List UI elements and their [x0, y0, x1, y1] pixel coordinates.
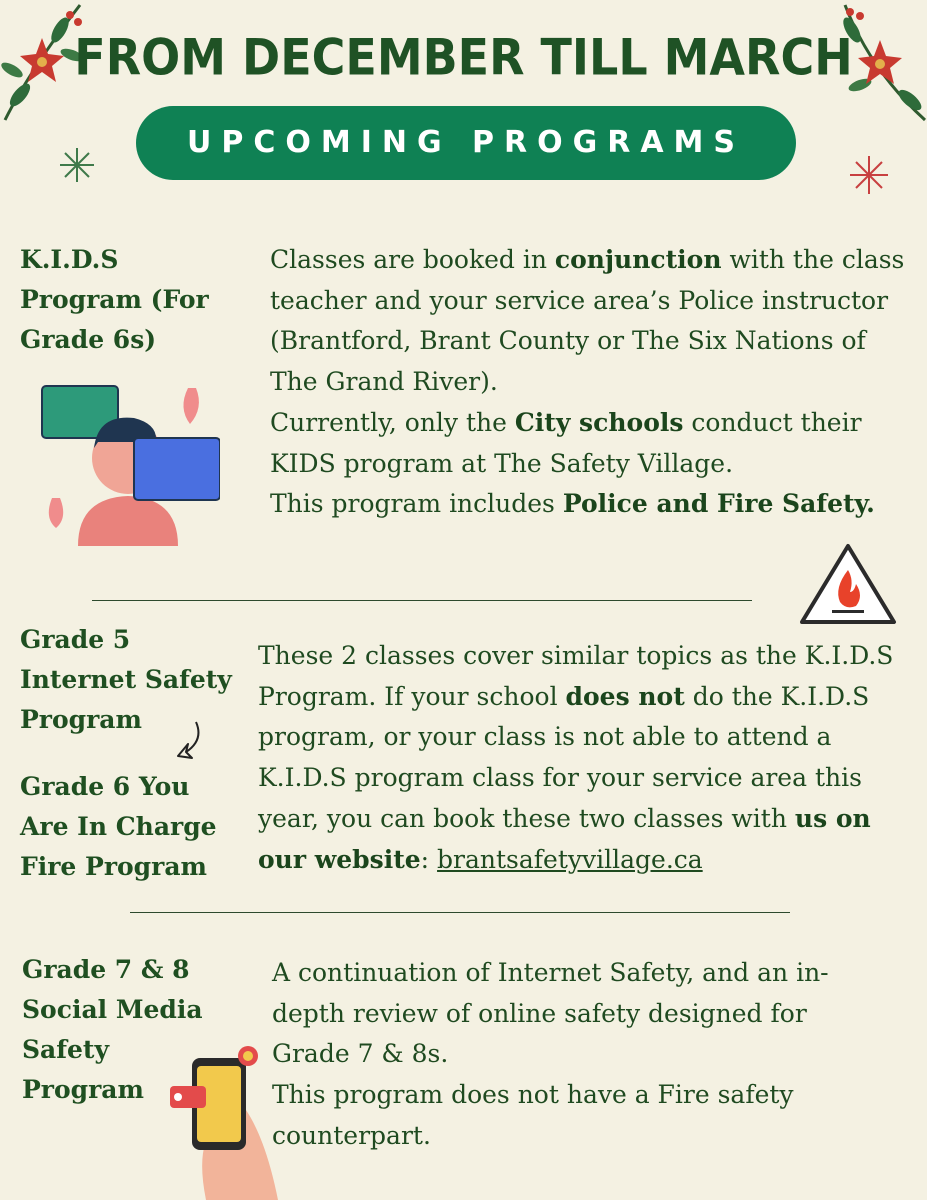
website-link[interactable]: brantsafetyvillage.ca	[437, 844, 703, 874]
curved-arrow-icon	[174, 720, 204, 762]
online-safety-illustration	[38, 378, 220, 546]
snowflake-icon	[848, 154, 890, 196]
grade5-internet-safety-label: Grade 5 Internet Safety Program	[20, 625, 232, 734]
kids-program-description: Classes are booked in conjunction with the class teacher and your service area’s Police instructor (Brantford, Brant County or The Six Nations of The Grand River). Currently, only the City schools conduct their KIDS program at The Safety Village. This program includes Police and Fire Safety.	[270, 245, 905, 519]
divider	[92, 600, 752, 601]
fire-warning-icon	[796, 540, 900, 628]
snowflake-icon	[58, 146, 96, 184]
page-title: FROM DECEMBER TILL MARCH	[74, 27, 853, 87]
divider	[130, 912, 790, 913]
grade7-8-description: A continuation of Internet Safety, and an in-depth review of online safety designed for Grade 7 & 8s. This program does not have a Fire safety counterpart.	[272, 958, 829, 1150]
kids-program-label: K.I.D.S Program (For Grade 6s)	[20, 245, 209, 354]
grade6-fire-program-label: Grade 6 You Are In Charge Fire Program	[20, 772, 217, 881]
grade7-8-social-media-label: Grade 7 & 8 Social Media Safety Program	[22, 955, 203, 1104]
phone-hand-illustration	[166, 1040, 286, 1200]
grade5-6-description: These 2 classes cover similar topics as the K.I.D.S Program. If your school does not do the K.I.D.S program, or your class is not able to attend a K.I.D.S program class for your service area this year, you can book these two classes with us on our website: brantsafetyvillage.ca	[258, 641, 894, 874]
section-banner: UPCOMING PROGRAMS	[136, 106, 796, 180]
